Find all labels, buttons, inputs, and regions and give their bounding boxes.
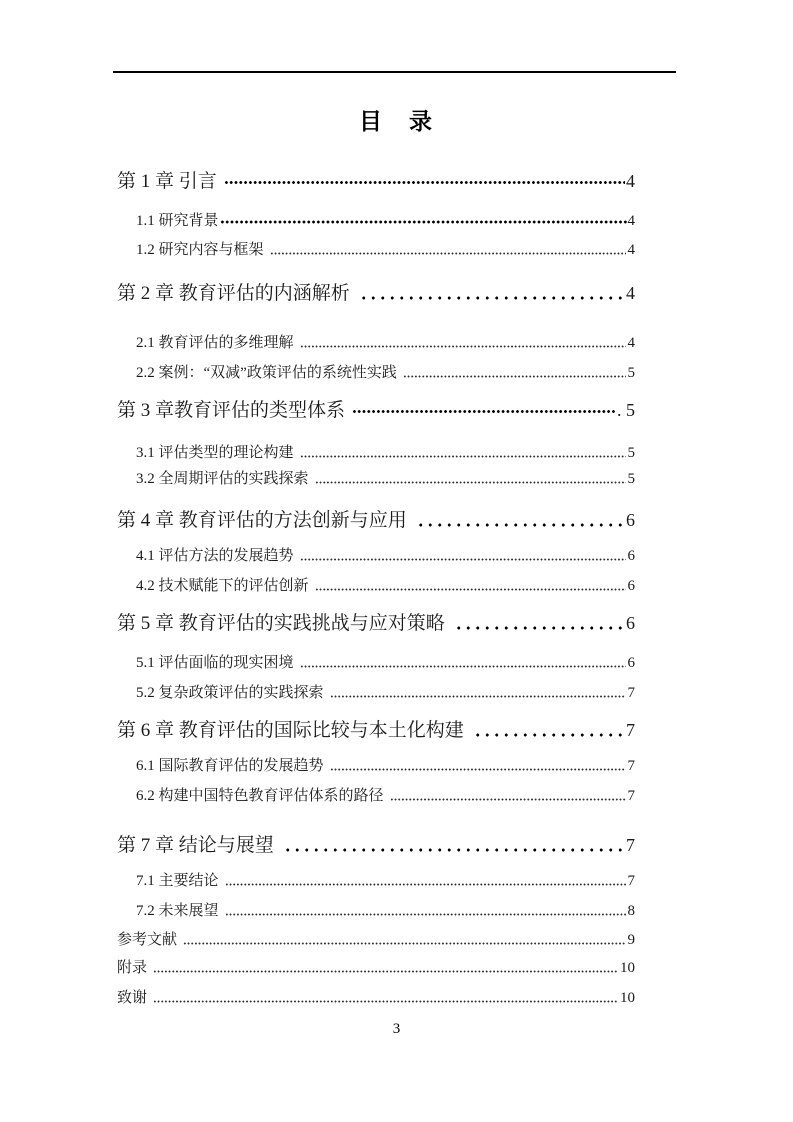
dot-leader (473, 720, 623, 741)
toc-entry-label: 3.2 全周期评估的实践探索 (136, 471, 309, 487)
toc-entry-page-number: 10 (620, 990, 635, 1006)
dot-leader (153, 960, 618, 976)
toc-entry-page-number: 6 (626, 510, 635, 530)
toc-entry-ch3[interactable] (117, 400, 635, 421)
toc-entry-page-number: 7 (627, 788, 635, 804)
toc-entry-label: 2.2 案例：“双减”政策评估的系统性实践 (136, 365, 397, 381)
dot-leader (283, 835, 623, 856)
table-of-contents (117, 0, 635, 1122)
dot-leader (183, 932, 625, 948)
dot-leader (220, 213, 627, 229)
dot-leader (315, 471, 626, 487)
toc-entry-label: 7.2 未来展望 (136, 903, 219, 919)
toc-entry-4-1[interactable] (136, 548, 635, 564)
toc-entry-label: 参考文献 (117, 932, 178, 948)
toc-entry-label: 1.2 研究内容与框架 (136, 242, 264, 258)
dot-leader (270, 242, 626, 258)
toc-entry-ch6[interactable] (117, 720, 635, 741)
toc-entry-6-1[interactable] (136, 758, 635, 774)
toc-entry-page-number: 5 (627, 445, 635, 461)
toc-entry-page-number: 5 (627, 471, 635, 487)
toc-entry-label: 5.2 复杂政策评估的实践探索 (136, 685, 324, 701)
toc-entry-5-2[interactable] (136, 685, 635, 701)
footer-page-number: 3 (392, 1021, 401, 1037)
toc-entry-1-2[interactable] (136, 242, 635, 258)
dot-leader (416, 510, 623, 531)
toc-entry-label: 4.2 技术赋能下的评估创新 (136, 578, 309, 594)
dot-leader (454, 613, 623, 634)
dot-leader (225, 873, 626, 889)
dot-leader (300, 548, 626, 564)
toc-entry-ch1[interactable] (117, 171, 635, 192)
dot-leader (390, 788, 626, 804)
toc-entry-page-number: 8 (627, 903, 635, 919)
toc-entry-page-number: 4 (627, 335, 635, 351)
toc-entry-page-number: 7 (627, 685, 635, 701)
toc-entry-page-number: 10 (620, 960, 635, 976)
toc-entry-label: 第 7 章 结论与展望 (117, 835, 274, 856)
toc-entry-page-number: 4 (627, 242, 635, 258)
toc-entry-6-2[interactable] (136, 788, 635, 804)
toc-entry-ch7[interactable] (117, 835, 635, 856)
toc-entry-refs[interactable] (117, 932, 635, 948)
toc-entry-label: 7.1 主要结论 (136, 873, 219, 889)
dot-leader (300, 445, 626, 461)
dot-leader (352, 400, 616, 421)
toc-entry-2-2[interactable] (136, 365, 635, 381)
toc-entry-page-number: 9 (627, 932, 635, 948)
toc-entry-label: 第 1 章 引言 (117, 171, 217, 192)
toc-entry-label: 1.1 研究背景 (136, 213, 219, 229)
dot-leader (300, 655, 626, 671)
toc-entry-page-number: 6 (627, 578, 635, 594)
toc-entry-4-2[interactable] (136, 578, 635, 594)
dot-leader (403, 365, 626, 381)
toc-entry-page-number: 4 (626, 171, 635, 191)
toc-entry-page-number: 7 (627, 873, 635, 889)
toc-entry-ch5[interactable] (117, 613, 635, 634)
toc-entry-label: 第 3 章教育评估的类型体系 (117, 400, 346, 421)
toc-entry-3-1[interactable] (136, 445, 635, 461)
toc-entry-page-number: 7 (627, 758, 635, 774)
toc-entry-7-1[interactable] (136, 873, 635, 889)
dot-leader (330, 685, 626, 701)
toc-entry-appendix[interactable] (117, 960, 635, 976)
toc-entry-ch2[interactable] (117, 283, 635, 304)
toc-entry-label: 第 6 章 教育评估的国际比较与本土化构建 (117, 720, 464, 741)
toc-entry-label: 2.1 教育评估的多维理解 (136, 335, 294, 351)
toc-entry-page-number: 6 (627, 548, 635, 564)
toc-entry-5-1[interactable] (136, 655, 635, 671)
toc-entry-page-number: 4 (626, 283, 635, 303)
toc-entry-page-number: 7 (626, 835, 635, 855)
toc-entry-page-number: 6 (627, 655, 635, 671)
toc-entry-label: 第 4 章 教育评估的方法创新与应用 (117, 510, 407, 531)
toc-entry-label: 第 5 章 教育评估的实践挑战与应对策略 (117, 613, 445, 634)
toc-entry-page-number: 7 (626, 720, 635, 740)
toc-entry-page-number: 4 (627, 213, 635, 229)
toc-entry-page-number: . 5 (617, 400, 635, 420)
toc-entry-label: 3.1 评估类型的理论构建 (136, 445, 294, 461)
toc-entry-page-number: 5 (627, 365, 635, 381)
dot-leader (315, 578, 626, 594)
toc-entry-label: 附录 (117, 960, 148, 976)
dot-leader (153, 990, 618, 1006)
dot-leader (300, 335, 626, 351)
toc-entry-label: 第 2 章 教育评估的内涵解析 (117, 283, 350, 304)
toc-entry-label: 6.2 构建中国特色教育评估体系的路径 (136, 788, 384, 804)
toc-entry-label: 致谢 (117, 990, 148, 1006)
toc-entry-label: 4.1 评估方法的发展趋势 (136, 548, 294, 564)
page-title: 目 录 (359, 109, 434, 134)
dot-leader (225, 903, 626, 919)
toc-entry-page-number: 6 (626, 613, 635, 633)
dot-leader (330, 758, 626, 774)
dot-leader (359, 283, 623, 304)
toc-entry-label: 6.1 国际教育评估的发展趋势 (136, 758, 324, 774)
toc-entry-3-2[interactable] (136, 471, 635, 487)
toc-entry-label: 5.1 评估面临的现实困境 (136, 655, 294, 671)
toc-entry-2-1[interactable] (136, 335, 635, 351)
toc-entry-ch4[interactable] (117, 510, 635, 531)
toc-entry-1-1[interactable] (136, 213, 635, 229)
toc-entry-ack[interactable] (117, 990, 635, 1006)
dot-leader (224, 171, 625, 192)
toc-entry-7-2[interactable] (136, 903, 635, 919)
